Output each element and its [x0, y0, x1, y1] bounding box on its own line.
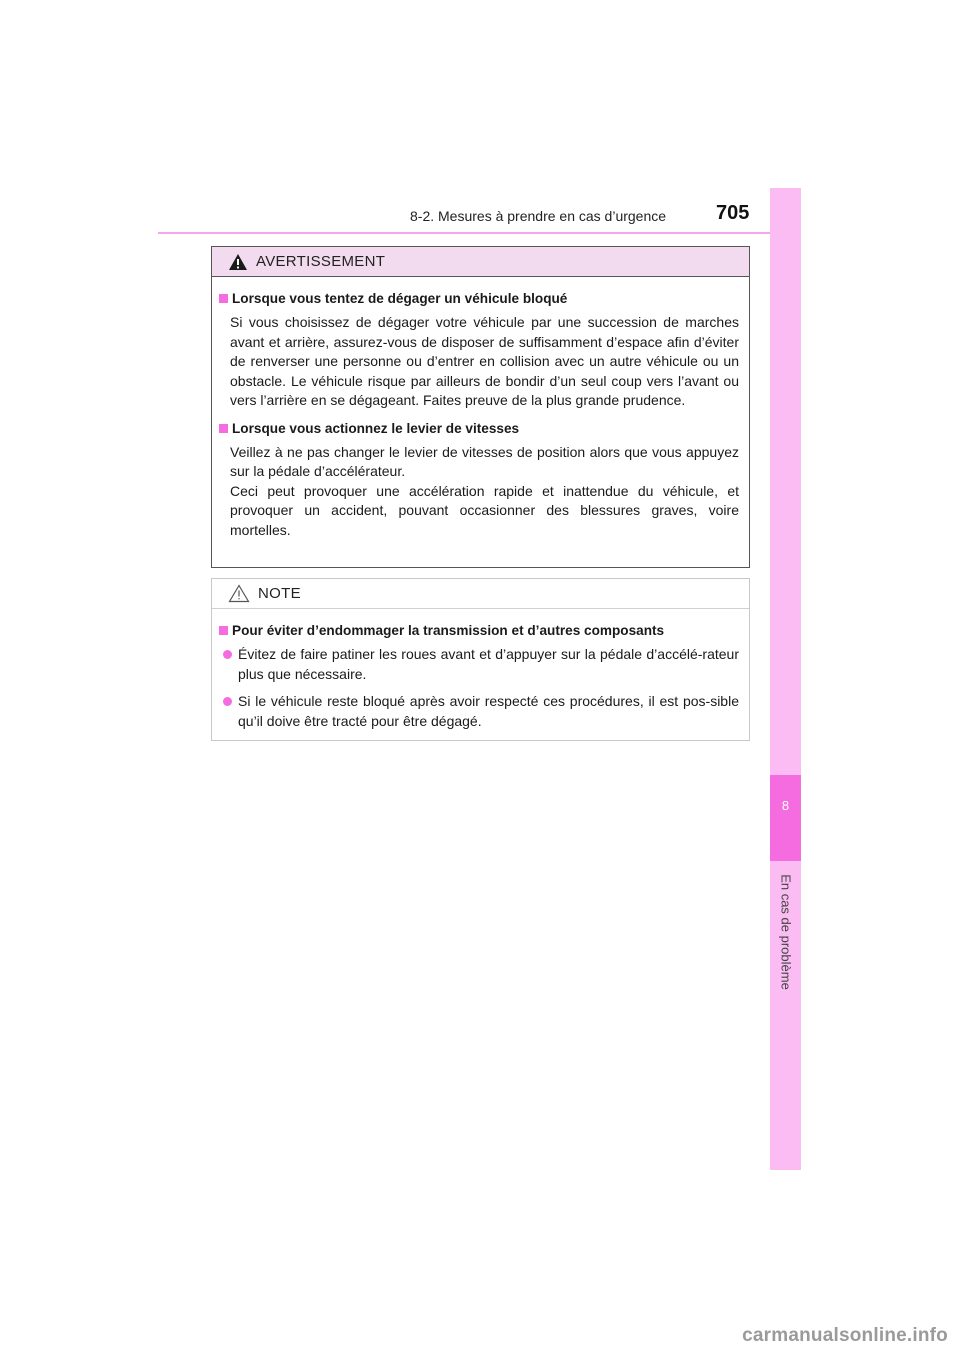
note-heading-text: Pour éviter d’endommager la transmission et d’autres composants	[232, 623, 665, 638]
warning-box	[211, 246, 750, 568]
square-bullet-icon	[219, 424, 228, 433]
round-bullet-icon	[223, 697, 232, 706]
note-body	[212, 609, 749, 731]
caution-triangle-outline-icon	[228, 584, 250, 603]
section-title: 8-2. Mesures à prendre en cas d’urgence	[410, 208, 667, 224]
warning-item-heading-text: Lorsque vous actionnez le levier de vitesses	[232, 420, 520, 436]
note-title: NOTE	[258, 585, 301, 602]
note-bullet-text: Si le véhicule reste bloqué après avoir respecté ces procédures, il est pos-sible qu’il doive être tracté pour être dégagé.	[238, 693, 739, 729]
chapter-number: 8	[781, 798, 790, 813]
warning-title: AVERTISSEMENT	[256, 253, 386, 270]
warning-body	[212, 277, 749, 540]
note-box	[211, 578, 750, 741]
page-number: 705	[716, 202, 750, 224]
page-header	[0, 0, 960, 240]
chapter-active-marker	[770, 775, 801, 861]
warning-item-heading-text: Lorsque vous tentez de dégager un véhicule bloqué	[232, 291, 568, 306]
note-header	[212, 579, 749, 609]
round-bullet-icon	[223, 650, 232, 659]
warning-item-text: Veillez à ne pas changer le levier de vitesses de position alors que vous appuyez sur la pédale d’accélérateur.	[230, 443, 739, 479]
warning-header	[212, 247, 749, 277]
warning-triangle-icon	[228, 253, 248, 271]
watermark: carmanualsonline.info	[742, 1325, 948, 1346]
note-bullet	[219, 692, 739, 731]
note-bullet	[219, 645, 739, 684]
warning-item-heading	[219, 289, 739, 309]
chapter-label: En cas de problème	[778, 874, 794, 990]
header-rule	[158, 232, 800, 234]
chapter-side-tab	[770, 188, 801, 1170]
note-bullet-text: Évitez de faire patiner les roues avant et d’appuyer sur la pédale d’accélé-rateur plus que nécessaire.	[238, 646, 739, 682]
square-bullet-icon	[219, 294, 228, 303]
warning-item-heading	[219, 419, 739, 439]
warning-item-text: Si vous choisissez de dégager votre véhicule par une succession de marches avant et arrière, assurez-vous de disposer de suffisamment d’espace afin d’éviter de renverser une personne ou d’entrer en collision avec un autre véhicule ou un obstacle. Le véhicule risque par ailleurs de bondir d’un seul coup vers l’avant ou vers l’arrière en se dégageant. Faites preuve de la plus grande prudence.	[230, 314, 739, 408]
note-heading	[219, 621, 739, 641]
square-bullet-icon	[219, 626, 228, 635]
warning-item-text-2: Ceci peut provoquer une accélération rapide et inattendue du véhicule, et provoquer un accident, pouvant occasionner des blessures graves, voire mortelles.	[230, 482, 739, 538]
